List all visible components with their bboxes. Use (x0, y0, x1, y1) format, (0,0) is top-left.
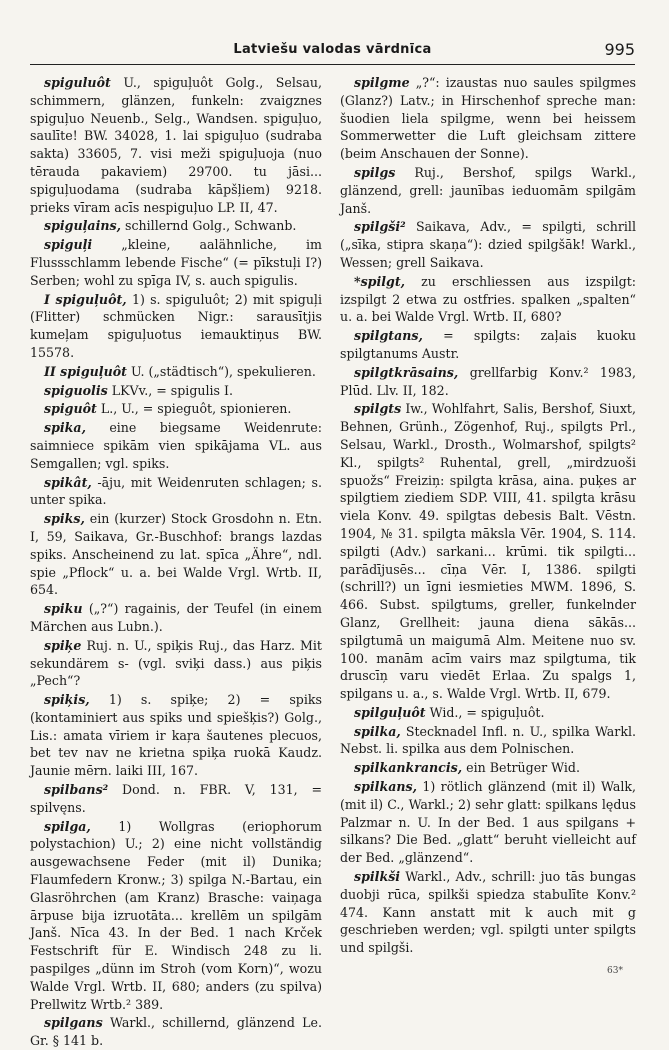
dictionary-entry (340, 868, 636, 957)
entry-headword: spiku (44, 601, 83, 617)
dictionary-entry (30, 382, 322, 400)
left-column (30, 74, 322, 1049)
entry-definition: = spilgts: zaļais kuoku spilgtanums Austr. (340, 328, 636, 361)
entry-definition: („?“) ragainis, der Teufel (in einem Märchen aus Lubn.). (30, 601, 322, 634)
running-title: Latviešu valodas vārdnīca (233, 42, 432, 57)
entry-definition: Dond. n. FBR. V, 131, = spilvęns. (30, 782, 322, 815)
entry-definition: „kleine, aalähnliche, im Flussschlamm lebende Fische“ (= pīkstuļi I?) Serben; wohl zu spīga IV, s. auch spigulis. (30, 237, 322, 288)
entry-definition: Warkl., Adv., schrill: juo tās bungas duobji rūca, spilkši spiedza stabulīte Konv.² 474. Kann anstatt mit k auch mit g geschrieben werden; vgl. spilgti unter spilgts und spilgši. (340, 869, 636, 956)
dictionary-entry (30, 236, 322, 289)
entry-definition: U., spiguļuôt Golg., Selsau, schimmern, glänzen, funkeln: zvaigznes spiguļuo Neuenb., Selg., Wandsen. spiguļuo, saulīte! BW. 34028, 1. lai spiguļuo (sudraba sakta) 33605, 7. visi meži spiguļuoja (nuo tērauda pakaviem) 29700. tu jāsi... spiguļuodama (sudraba kāpšļiem) 9218. prieks vīram acīs nespiguļuo LP. II, 47. (30, 75, 322, 215)
dictionary-entry (30, 363, 322, 381)
entry-headword: spikât, (44, 474, 92, 490)
entry-headword: spika, (44, 420, 86, 436)
entry-headword: spiguôt (44, 401, 97, 417)
entry-definition: grellfarbig Konv.² 1983, Plūd. Llv. II, 182. (340, 364, 636, 398)
dictionary-entry (30, 474, 322, 510)
entry-headword: spiguļi (44, 237, 93, 253)
printer-signature: 63* (607, 966, 623, 976)
dictionary-entry (340, 273, 636, 326)
entry-definition: L., U., = spieguôt, spionieren. (100, 401, 292, 417)
dictionary-entry (340, 74, 636, 163)
dictionary-entry (340, 704, 636, 722)
entry-headword: *spilgt, (354, 273, 406, 289)
page-number: 995 (604, 40, 635, 59)
entry-definition: Wid., = spiguļuôt. (429, 704, 545, 720)
right-column (340, 74, 636, 954)
entry-headword: spilga, (44, 818, 91, 834)
entry-definition: ein (kurzer) Stock Grosdohn n. Etn. I, 59, Saikava, Gr.-Buschhof: brangs lazdas spiks. Anscheinend zu lat. spīca „Ähre“, ndl. spie „Pflock“ u. a. bei Walde Vrgl. Wrtb. II, 654. (30, 511, 322, 598)
entry-definition: Ruj. n. U., spiķis Ruj., das Harz. Mit sekundärem s- (vgl. sviķi dass.) aus piķis „Pech“? (30, 637, 322, 689)
dictionary-entry (30, 419, 322, 472)
entry-headword: spilbans² (44, 782, 109, 798)
entry-headword: spilgtkrāsains, (354, 364, 459, 380)
entry-definition: 1) rötlich glänzend (mit il) Walk, (mit il) C., Warkl.; 2) sehr glatt: spilkans lędus Palzmar n. U. In der Bed. 1 aus spilgans + silkans? Die Bed. „glatt“ beruht vielleicht auf der Bed. „glänzend“. (340, 779, 636, 866)
dictionary-entry (30, 637, 322, 690)
entry-headword: spiguļains, (44, 218, 122, 234)
entry-headword: spilkši (354, 869, 401, 885)
entry-definition: Stecknadel Infl. n. U., spilka Warkl. Nebst. li. spilka aus dem Polnischen. (340, 723, 636, 757)
dictionary-entry (30, 600, 322, 636)
dictionary-entry (30, 691, 322, 780)
entry-definition: 1) Wollgras (eriophorum polystachion) U.; 2) eine nicht vollständig ausgewachsene Feder (mit il) Dunika; Flaumfedern Kronw.; 3) spilga N.-Bartau, ein Glasröhrchen (am Kranz) Brasche: vaiņaga ārpuse bija izruotāta... krellēm un spilgām Janš. Nīca 43. In der Bed. 1 nach Krček Festschrift für E. Windisch 248 zu li. paspilges „dünn im Stroh (vom Korn)“, wozu Walde Vrgl. Wrtb. II, 680; anders (zu spilva) Prellwitz Wrtb.² 389. (30, 818, 322, 1012)
dictionary-entry (30, 74, 322, 216)
entry-headword: I spiguļuôt, (44, 291, 127, 307)
entry-definition: LKVv., = spigulis I. (111, 382, 233, 398)
dictionary-entry (340, 400, 636, 703)
entry-headword: spilkans, (354, 779, 417, 795)
dictionary-entry (340, 164, 636, 217)
dictionary-entry (30, 818, 322, 1014)
entry-headword: spilgši² (354, 219, 406, 235)
entry-headword: spiguluôt (44, 75, 111, 90)
dictionary-entry (340, 759, 636, 777)
entry-definition: -āju, mit Weidenruten schlagen; s. unter spika. (30, 474, 322, 508)
dictionary-entry (340, 723, 636, 759)
entry-headword: spiķe (44, 637, 82, 653)
dictionary-entry (30, 400, 322, 418)
entry-headword: spilgme (354, 75, 410, 90)
dictionary-entry (340, 778, 636, 867)
dictionary-entry (30, 291, 322, 362)
dictionary-entry (30, 781, 322, 817)
entry-headword: spilgs (354, 164, 396, 180)
dictionary-entry (30, 510, 322, 599)
entry-headword: spilgtans, (354, 328, 423, 344)
entry-definition: 1) s. spiķe; 2) = spiks (kontaminiert aus spiks und spiešķis?) Golg., Lis.: amata vīriem ir kaŗa šautenes plecuos, bet tev nav ne krietna spiķa ruokā Kaudz. Jaunie mērn. laiki III, 167. (30, 692, 322, 779)
page-header (30, 40, 635, 65)
entry-definition: „?“: izaustas nuo saules spilgmes (Glanz?) Latv.; in Hirschenhof spreche man: šuodien liela spilgme, wenn bei heissem Sommerwetter die Luft gleichsam zittere (beim Anschauen der Sonne). (340, 75, 637, 162)
dictionary-entry (340, 327, 636, 363)
entry-definition: Warkl., schillernd, glänzend Le. Gr. § 141 b. (30, 1015, 322, 1049)
entry-definition: schillernd Golg., Schwanb. (125, 218, 297, 234)
entry-definition: U. („städtisch“), spekulieren. (130, 363, 316, 379)
entry-headword: spilgts (354, 401, 402, 417)
entry-headword: spiks, (44, 511, 85, 527)
dictionary-entry (30, 1014, 322, 1050)
entry-definition: Iw., Wohlfahrt, Salis, Bershof, Siuxt, Behnen, Grünh., Zögenhof, Ruj., spilgts Prl., Selsau, Warkl., Drosth., Wolmarshof, spilgts² Kl., spilgts² Ruhental, grell, „mirdzuoši spuožs“ Freiziņ: spilgta krāsa, aina. puķes ar spilgtiem ziediem SDP. VIII, 41. spilgta krāsu viela Konv. 49. spilgtas debesis Balt. Vēstn. 1904, № 31. spilgta māksla Vēr. 1904, S. 114. spilgti (Adv.) sarkani... krūmi. tik spilgti... parādījusēs... cīņa Vēr. I, 1386. spilgti (schrill?) un īgni iesmieties MWM. 1896, S. 466. Subst. spilgtums, greller, funkelnder Glanz, Grellheit: jauna diena sākās... spilgtumā un maigumā Alm. Meitene nuo sv. 100. manām acīm vairs maz spilgtuma, tik druscīņ varu viedēt Erlaa. Zu spalgs 1, spilgans u. a., s. Walde Vrgl. Wrtb. II, 679. (340, 401, 636, 702)
entry-definition: ein Betrüger Wid. (466, 760, 580, 776)
entry-headword: spilkankrancis, (354, 760, 463, 776)
entry-headword: II spiguļuôt (44, 363, 127, 379)
entry-headword: spilgans (44, 1015, 103, 1031)
dictionary-entry (30, 217, 322, 235)
entry-definition: Ruj., Bershof, spilgs Warkl., glänzend, grell: jaunības ieduomām spilgām Janš. (340, 164, 636, 216)
entry-definition: Saikava, Adv., = spilgti, schrill („sīka, stipra skaņa“): dzied spilgšāk! Warkl., Wessen; grell Saikava. (340, 219, 636, 270)
entry-headword: spilka, (354, 723, 401, 739)
entry-definition: eine biegsame Weidenrute: saimniece spikām vien spikājama VL. aus Semgallen; vgl. spiks. (30, 420, 322, 471)
entry-definition: 1) s. spiguluôt; 2) mit spiguļi (Flitter) schmücken Nigr.: sarausītjis kumeļam spiguļuotus iemauktiņus BW. 15578. (30, 291, 322, 360)
entry-headword: spiķis, (44, 692, 90, 708)
dictionary-entry (340, 364, 636, 400)
entry-headword: spiguolis (44, 382, 108, 398)
entry-definition: zu erschliessen aus izspilgt: izspilgt 2 etwa zu ostfries. spalken „spalten“ u. a. bei Walde Vrgl. Wrtb. II, 680? (340, 273, 636, 325)
dictionary-entry (340, 218, 636, 271)
entry-headword: spilguļuôt (354, 704, 426, 720)
